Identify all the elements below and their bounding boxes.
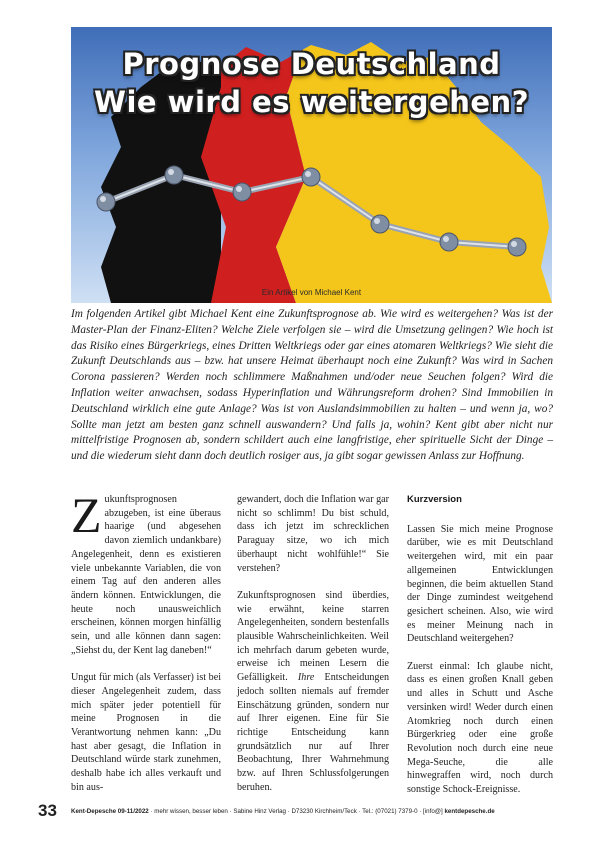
hero-title-line1: Prognose Deutschland [122, 47, 501, 81]
article-byline: Ein Artikel von Michael Kent [261, 288, 362, 297]
text-column-3 [407, 493, 553, 810]
footer-issue: Kent-Depesche 09-11/2022 [71, 808, 149, 815]
hero-image [71, 27, 552, 303]
col1-paragraph-1-text: ukunftsprognosen abzugeben, ist eine überaus haarige (und abgesehen davon ziemlich undankbare) Angelegenheit, denn es existieren viele unbekannte Variablen, die von einem Tag auf den anderen alles ändern können. Entwicklungen, die heute noch unausweichlich erscheinen, können morgen hinfällig sein, und alle können dann sagen: „Siehst du, der Kent lag daneben!“ [71, 494, 221, 656]
text-column-1 [71, 487, 221, 808]
intro-paragraph: Im folgenden Artikel gibt Michael Kent eine Zukunftsprognose ab. Wie wird es weitergehen? Was ist der Master-Plan der Finanz-Eliten? Welche Ziele verfolgen sie – wird die Umsetzung gelingen? Wie hoch ist das Risiko eines Bürgerkriegs, eines Dritten Weltkriegs oder gar eines atomaren Weltkriegs? Wie sieht die Zukunft Deutschlands aus – bzw. hat unsere Heimat überhaupt noch eine Zukunft? Was wird in Sachen Corona passieren? Werden noch schlimmere Maßnahmen und/oder neue Seuchen folgen? Wird die Inflation weiter anwachsen, sodass Hyperinflation und Währungsreform drohen? Sind Immobilien in Deutschland wirklich eine gute Anlage? Was ist von Auslandsimmobilien zu halten – und wenn ja, wo? Sollte man jetzt am besten ganz schnell auswandern? Und falls ja, wohin? Kent gibt aber nicht nur mittelfristige Prognosen ab, sondern schildert auch eine langfristige, eher spirituelle Sicht der Dinge – und die wiederum sieht dann doch deutlich rosiger aus, ja gibt sogar gewissen Anlass zur Hoffnung. [71, 308, 553, 463]
col2-paragraph-2 [237, 589, 389, 795]
col2-paragraph-2-part-a: Zukunftsprognosen sind überdies, wie erwähnt, keine starren Angelegenheiten, sondern bestenfalls plausible Wahrscheinlichkeiten. Weil ich mehrfach darum gebeten wurde, erweise ich meinen Lesern die Gefälligkeit. [237, 589, 389, 684]
col3-paragraph-1: Lassen Sie mich meine Prognose darüber, wie es mit Deutschland weitergehen wird, mit ein paar allgemeinen Entwicklungen beginnen, die beim aktuellen Stand der Dinge zumindest weitgehend gesichert scheinen. Also, wie wird es meiner Meinung nach in Deutschland weitergehen? [407, 523, 553, 645]
col2-emphasis: Ihre [297, 672, 315, 684]
drop-cap: Z [71, 487, 102, 543]
page-number: 33 [38, 801, 57, 820]
footer-line [71, 808, 495, 815]
footer-publisher-info: · mehr wissen, besser leben · Sabine Hinz Verlag · D73230 Kirchheim/Teck · Tel.: (07021) 7379-0 · [info@] [148, 808, 445, 815]
col1-paragraph-1 [71, 487, 221, 657]
col2-paragraph-2-part-b: Entscheidungen jedoch sollten niemals auf fremder Einschätzung gründen, sondern nur auf Ihrer eigenen. Eine für Sie richtige Entscheidung kann grundsätzlich nur auf Ihrer Beobachtung, Ihrer Wahrnehmung bzw. auf Ihren Schlussfolgerungen beruhen. [237, 672, 389, 793]
text-column-2 [237, 493, 389, 808]
section-heading-kurzversion: Kurzversion [407, 494, 462, 505]
footer-website-link[interactable]: kentdepesche.de [444, 808, 495, 815]
col3-paragraph-2: Zuerst einmal: Ich glaube nicht, dass es einen großen Knall geben und alles in Schutt und Asche versinken wird! Weder durch einen Atomkrieg noch durch einen Bürgerkrieg oder eine große Revolution noch durch eine neue Mega-Seuche, die alle hinwegraffen wird, noch durch sonstige Schock-Ereignisse. [407, 660, 553, 796]
hero-title-line2: Wie wird es weitergehen? [93, 85, 530, 119]
page-footer [38, 801, 553, 824]
col1-paragraph-2: Ungut für mich (als Verfasser) ist bei dieser Angelegenheit zudem, dass mich später jeder potentiell für meine Prognosen in die Verantwortung nehmen kann: „Du hast aber gesagt, die Inflation in Deutschland würde stark zunehmen, deshalb habe ich alles verkauft und bin aus- [71, 672, 221, 793]
col2-paragraph-1: gewandert, doch die Inflation war gar nicht so schlimm! Du bist schuld, dass ich jetzt im schrecklichen Paraguay sitze, wo ich mich überhaupt nicht wohlfühle!“ Sie verstehen? [237, 494, 389, 574]
